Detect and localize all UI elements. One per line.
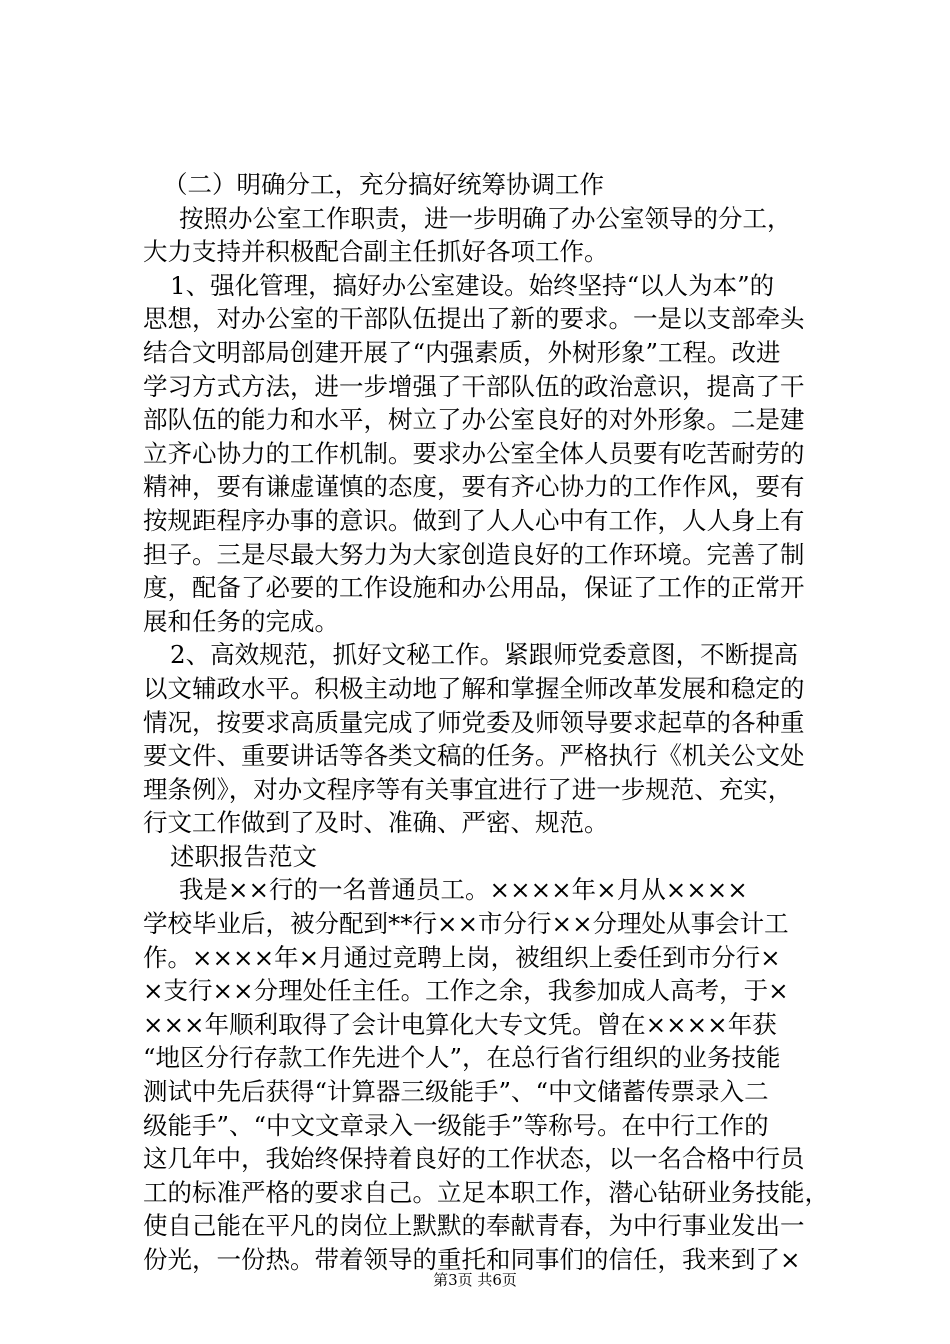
paragraph-line: ×支行××分理处任主任。工作之余，我参加成人高考，于×	[143, 976, 789, 1006]
paragraph-line: 展和任务的完成。	[143, 606, 339, 636]
paragraph-line: 这几年中，我始终保持着良好的工作状态，以一名合格中行员	[143, 1144, 805, 1174]
paragraph-line: 理条例》，对办文程序等有关事宜进行了进一步规范、充实，	[143, 774, 793, 804]
section-heading: （二）明确分工，充分搞好统筹协调工作	[163, 170, 604, 199]
paragraph-line: 大力支持并积极配合副主任抓好各项工作。	[143, 237, 609, 267]
paragraph-line: 精神，要有谦虚谨慎的态度，要有齐心协力的工作作风，要有	[143, 472, 805, 502]
paragraph-line: 行文工作做到了及时、准确、严密、规范。	[143, 808, 609, 838]
paragraph-line: 份光，一份热。带着领导的重托和同事们的信任，我来到了×	[143, 1245, 801, 1274]
paragraph-line: 立齐心协力的工作机制。要求办公室全体人员要有吃苦耐劳的	[143, 438, 805, 468]
paragraph-line: 作。××××年×月通过竞聘上岗，被组织上委任到市分行×	[143, 942, 781, 972]
paragraph-line: 按照办公室工作职责，进一步明确了办公室领导的分工，	[179, 203, 792, 233]
paragraph-line: 要文件、重要讲话等各类文稿的任务。严格执行《机关公文处	[143, 741, 805, 771]
paragraph-line: 思想，对办公室的干部队伍提出了新的要求。一是以支部牵头	[143, 304, 805, 334]
paragraph-line: 2、高效规范，抓好文秘工作。紧跟师党委意图，不断提高	[170, 640, 799, 670]
paragraph-line: 以文辅政水平。积极主动地了解和掌握全师改革发展和稳定的	[143, 673, 805, 703]
paragraph-line: 学习方式方法，进一步增强了干部队伍的政治意识，提高了干	[143, 371, 805, 401]
paragraph-line: 测试中先后获得“计算器三级能手”、“中文储蓄传票录入二	[143, 1077, 769, 1107]
paragraph-line: 我是××行的一名普通员工。××××年×月从××××	[179, 875, 748, 905]
paragraph-line: “地区分行存款工作先进个人”，在总行省行组织的业务技能	[143, 1043, 781, 1073]
page-number: 第3页 共6页	[433, 1271, 517, 1289]
paragraph-line: 情况，按要求高质量完成了师党委及师领导要求起草的各种重	[143, 707, 805, 737]
paragraph-line: 1、强化管理，搞好办公室建设。始终坚持“以人为本”的	[170, 270, 775, 300]
paragraph-line: 级能手”、“中文文章录入一级能手”等称号。在中行工作的	[143, 1110, 769, 1140]
paragraph-line: ×××年顺利取得了会计电算化大专文凭。曾在××××年获	[143, 1009, 777, 1039]
paragraph-line: 学校毕业后，被分配到**行××市分行××分理处从事会计工	[143, 909, 789, 939]
paragraph-line: 部队伍的能力和水平，树立了办公室良好的对外形象。二是建	[143, 405, 805, 435]
paragraph-line: 结合文明部局创建开展了“内强素质，外树形象”工程。改进	[143, 337, 781, 367]
paragraph-line: 使自己能在平凡的岗位上默默的奉献青春，为中行事业发出一	[143, 1211, 805, 1241]
document-body	[143, 168, 831, 1277]
report-title: 述职报告范文	[170, 841, 317, 871]
paragraph-line: 担子。三是尽最大努力为大家创造良好的工作环境。完善了制	[143, 539, 805, 569]
paragraph-line: 工的标准严格的要求自己。立足本职工作，潜心钻研业务技能，	[143, 1177, 829, 1207]
paragraph-line: 按规距程序办事的意识。做到了人人心中有工作，人人身上有	[143, 505, 805, 535]
paragraph-line: 度，配备了必要的工作设施和办公用品，保证了工作的正常开	[143, 573, 805, 603]
